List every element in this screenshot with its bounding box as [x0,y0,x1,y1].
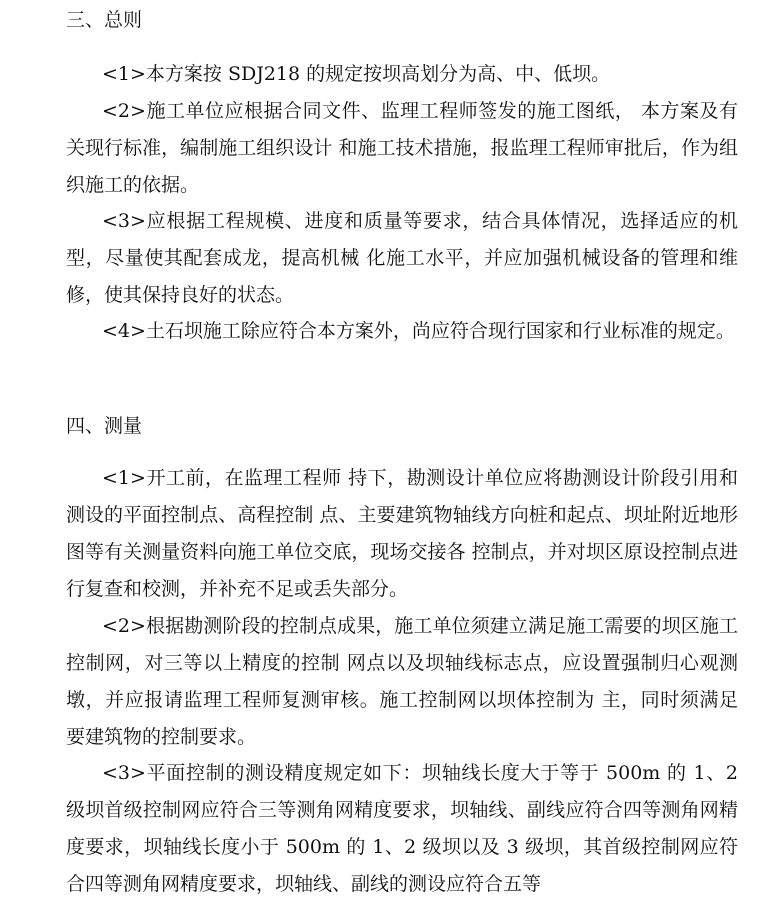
paragraph-survey-1: <1>开工前，在监理工程师 持下，勘测设计单位应将勘测设计阶段引用和测设的平面控制点、高程控制 点、主要建筑物轴线方向桩和起点、坝址附近地形图等有关测量资料向施工单位交底，现场交接各 控制点，并对坝区原设控制点进行复查和校测，并补充不足或丢失部分。 [66,467,738,600]
paragraph-general-4: <4>土石坝施工除应符合本方案外，尚应符合现行国家和行业标准的规定。 [102,320,735,342]
paragraph-survey-2: <2>根据勘测阶段的控制点成果，施工单位须建立满足施工需要的坝区施工控制网，对三等以上精度的控制 网点以及坝轴线标志点，应设置强制归心观测墩，并应报请监理工程师复测审核。施工控制网以坝体控制为 主，同时须满足 要建筑物的控制要求。 [66,615,738,748]
section-heading-general: 三、总则 [66,9,143,31]
section-heading-survey: 四、测量 [66,415,143,437]
paragraph-general-2: <2>施工单位应根据合同文件、监理工程师签发的施工图纸， 本方案及有关现行标准，编制施工组织设计 和施工技术措施，报监理工程师审批后，作为组织施工的依据。 [66,100,738,196]
paragraph-survey-3: <3>平面控制的测设精度规定如下：坝轴线长度大于等于 500m 的 1、2 级坝首级控制网应符合三等测角网精度要求，坝轴线、副线应符合四等测角网精度要求，坝轴线长度小于 500m 的 1、2 级坝以及 3 级坝，其首级控制网应符合四等测角网精度要求，坝轴线、副线的测设应符合五等 [66,762,738,895]
paragraph-general-3: <3>应根据工程规模、进度和质量等要求，结合具体情况，选择适应的机型，尽量使其配套成龙，提高机械 化施工水平，并应加强机械设备的管理和维修，使其保持良好的状态。 [66,210,738,306]
paragraph-general-1: <1>本方案按 SDJ218 的规定按坝高划分为高、中、低坝。 [102,63,611,85]
